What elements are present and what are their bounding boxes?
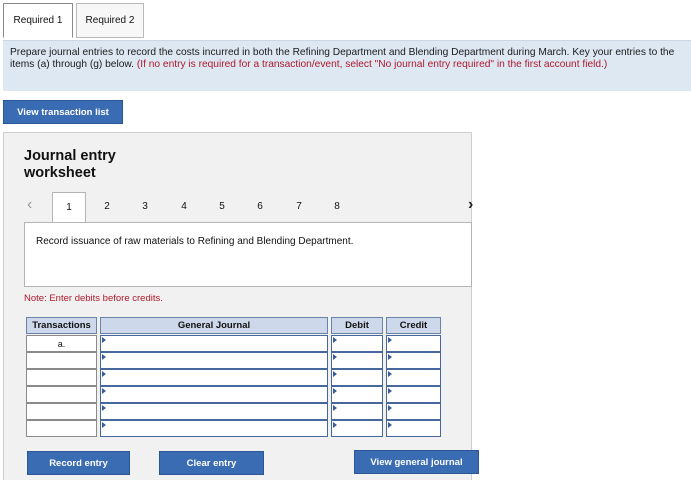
transaction-description: Record issuance of raw materials to Refining and Blending Department. [24, 222, 472, 287]
instructions-note: (If no entry is required for a transaction/event, select "No journal entry required" in the first account field.) [136, 59, 608, 71]
view-transaction-list-button[interactable]: View transaction list [3, 100, 123, 124]
instructions-panel [3, 40, 691, 91]
transaction-select[interactable] [26, 369, 97, 386]
account-field[interactable] [100, 352, 328, 369]
worksheet-title: Journal entry worksheet [24, 148, 116, 181]
tab-bar [3, 3, 147, 38]
account-field[interactable] [100, 369, 328, 386]
instructions-text: Prepare journal entries to record the costs incurred in both the Refining Department and Blending Department during March. Key your entries to the items (a) through (g) below. [10, 47, 675, 71]
page-tab-2[interactable]: 2 [104, 200, 110, 212]
page-tab-8[interactable]: 8 [334, 200, 340, 212]
debit-field[interactable] [331, 369, 383, 386]
credit-field[interactable] [386, 420, 441, 437]
credit-field[interactable] [386, 386, 441, 403]
account-field[interactable] [100, 386, 328, 403]
record-entry-button[interactable]: Record entry [27, 451, 130, 475]
debit-field[interactable] [331, 420, 383, 437]
header-transactions: Transactions [26, 317, 97, 334]
account-field[interactable] [100, 420, 328, 437]
debit-field[interactable] [331, 386, 383, 403]
page-tab-3[interactable]: 3 [142, 200, 148, 212]
journal-entry-worksheet [3, 132, 472, 480]
debit-field[interactable] [331, 335, 383, 352]
page-tab-4[interactable]: 4 [181, 200, 187, 212]
account-field[interactable] [100, 335, 328, 352]
credit-field[interactable] [386, 352, 441, 369]
page-tab-6[interactable]: 6 [257, 200, 263, 212]
credit-field[interactable] [386, 335, 441, 352]
worksheet-pager [20, 192, 474, 220]
transaction-select[interactable] [26, 403, 97, 420]
chevron-left-icon[interactable]: ‹ [27, 196, 33, 213]
debit-field[interactable] [331, 352, 383, 369]
page-tab-1[interactable]: 1 [52, 192, 86, 222]
debit-field[interactable] [331, 403, 383, 420]
debit-credit-note: Note: Enter debits before credits. [24, 293, 163, 304]
page-tab-7[interactable]: 7 [296, 200, 302, 212]
account-field[interactable] [100, 403, 328, 420]
header-general-journal: General Journal [100, 317, 328, 334]
transaction-select[interactable]: a. [26, 335, 97, 352]
tab-required-2[interactable]: Required 2 [76, 3, 144, 38]
header-debit: Debit [331, 317, 383, 334]
transaction-select[interactable] [26, 386, 97, 403]
page-tab-5[interactable]: 5 [219, 200, 225, 212]
credit-field[interactable] [386, 403, 441, 420]
transaction-select[interactable] [26, 420, 97, 437]
transaction-select[interactable] [26, 352, 97, 369]
tab-required-1[interactable]: Required 1 [3, 3, 73, 38]
chevron-right-icon[interactable]: › [468, 196, 474, 213]
credit-field[interactable] [386, 369, 441, 386]
view-general-journal-button[interactable]: View general journal [354, 450, 479, 474]
clear-entry-button[interactable]: Clear entry [159, 451, 264, 475]
header-credit: Credit [386, 317, 441, 334]
